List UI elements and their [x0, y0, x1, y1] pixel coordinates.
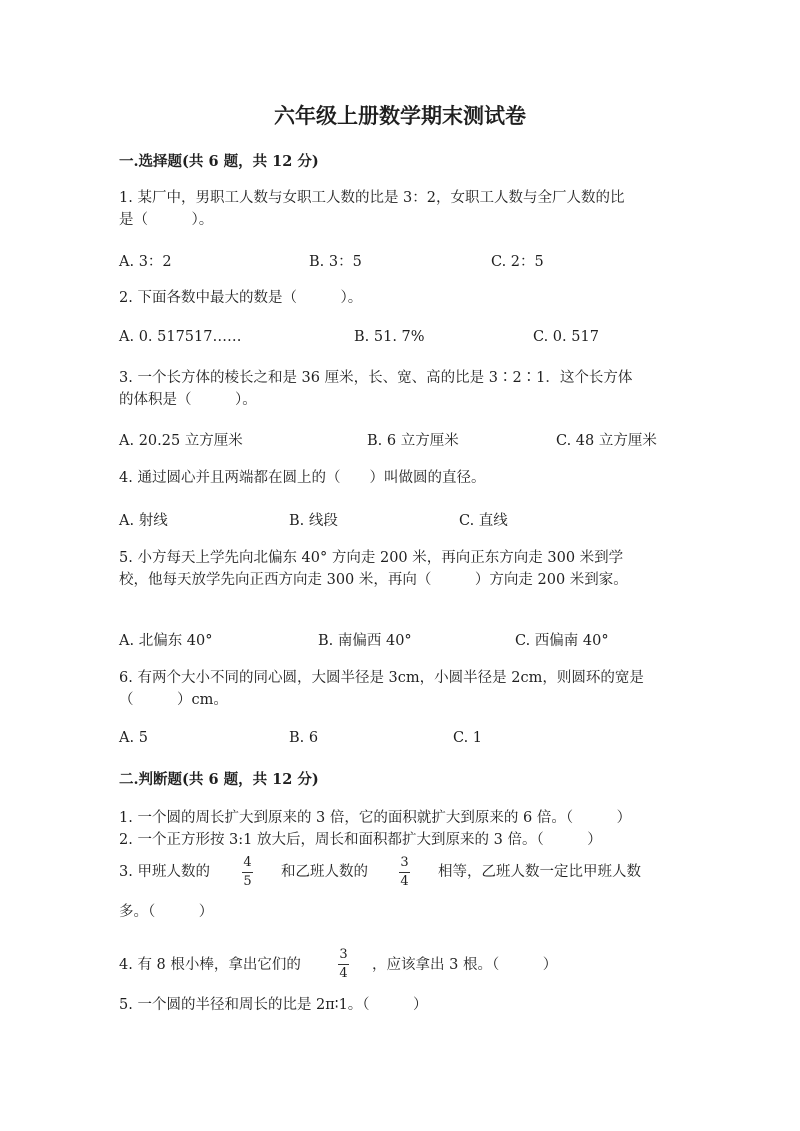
fraction-bar — [338, 964, 349, 965]
question-5-line2: 校，他每天放学先向正西方向走 300 米，再向（ ）方向走 200 米到家。 — [119, 572, 628, 588]
fraction-numerator: 3 — [339, 947, 348, 962]
q3-option-b: B. 6 立方厘米 — [367, 433, 459, 449]
question-4-line1: 4. 通过圆心并且两端都在圆上的（ ）叫做圆的直径。 — [119, 470, 486, 486]
q2-option-a: A. 0. 517517…… — [119, 329, 242, 345]
q6-option-c: C. 1 — [453, 730, 483, 746]
fraction-denominator: 4 — [339, 966, 348, 981]
judgment-3-part4: 多。（ ） — [119, 904, 214, 920]
fraction-three-fourths — [338, 948, 349, 981]
fraction-bar — [242, 872, 253, 873]
judgment-3-part2: 和乙班人数的 — [281, 864, 368, 880]
q6-option-b: B. 6 — [289, 730, 319, 746]
fraction-numerator: 3 — [400, 855, 409, 870]
q4-option-b: B. 线段 — [289, 513, 338, 529]
fraction-three-fourths — [399, 856, 410, 889]
q5-option-a: A. 北偏东 40° — [119, 633, 213, 649]
page-title: 六年级上册数学期末测试卷 — [274, 103, 526, 128]
question-3-line2: 的体积是（ ）。 — [119, 392, 257, 408]
q1-option-b: B. 3：5 — [309, 254, 362, 270]
q2-option-c: C. 0. 517 — [533, 329, 599, 345]
fraction-four-fifths — [242, 856, 253, 889]
section-heading-choice: 一.选择题(共 6 题，共 12 分) — [119, 153, 319, 170]
q3-option-a: A. 20.25 立方厘米 — [119, 433, 243, 449]
judgment-3-part3: 相等，乙班人数一定比甲班人数 — [438, 864, 641, 880]
judgment-1: 1. 一个圆的周长扩大到原来的 3 倍，它的面积就扩大到原来的 6 倍。（ ） — [119, 810, 632, 826]
judgment-5: 5. 一个圆的半径和周长的比是 2π∶1。（ ） — [119, 997, 428, 1013]
q5-option-b: B. 南偏西 40° — [318, 633, 412, 649]
q4-option-a: A. 射线 — [119, 513, 168, 529]
q1-option-a: A. 3：2 — [119, 254, 172, 270]
question-6-line2: （ ）cm。 — [119, 692, 228, 708]
q4-option-c: C. 直线 — [459, 513, 508, 529]
fraction-denominator: 4 — [400, 874, 409, 889]
section-heading-judgment: 二.判断题(共 6 题，共 12 分) — [119, 771, 319, 788]
question-1-line2: 是（ ）。 — [119, 212, 214, 228]
judgment-4-part2: ，应该拿出 3 根。（ ） — [372, 957, 558, 973]
q6-option-a: A. 5 — [119, 730, 148, 746]
judgment-4-part1: 4. 有 8 根小棒，拿出它们的 — [119, 957, 301, 973]
question-2-line1: 2. 下面各数中最大的数是（ ）。 — [119, 290, 363, 306]
question-6-line1: 6. 有两个大小不同的同心圆，大圆半径是 3cm，小圆半径是 2cm，则圆环的宽是 — [119, 670, 644, 686]
question-5-line1: 5. 小方每天上学先向北偏东 40° 方向走 200 米，再向正东方向走 300 米到学 — [119, 550, 624, 566]
q2-option-b: B. 51. 7% — [354, 329, 425, 345]
judgment-2: 2. 一个正方形按 3:1 放大后，周长和面积都扩大到原来的 3 倍。（ ） — [119, 832, 602, 848]
question-1-line1: 1. 某厂中，男职工人数与女职工人数的比是 3：2，女职工人数与全厂人数的比 — [119, 190, 625, 206]
judgment-3-part1: 3. 甲班人数的 — [119, 864, 210, 880]
question-3-line1: 3. 一个长方体的棱长之和是 36 厘米，长、宽、高的比是 3∶2∶1．这个长方体 — [119, 370, 633, 386]
q1-option-c: C. 2：5 — [491, 254, 544, 270]
q5-option-c: C. 西偏南 40° — [515, 633, 609, 649]
fraction-bar — [399, 872, 410, 873]
fraction-denominator: 5 — [243, 874, 252, 889]
q3-option-c: C. 48 立方厘米 — [556, 433, 657, 449]
fraction-numerator: 4 — [243, 855, 252, 870]
